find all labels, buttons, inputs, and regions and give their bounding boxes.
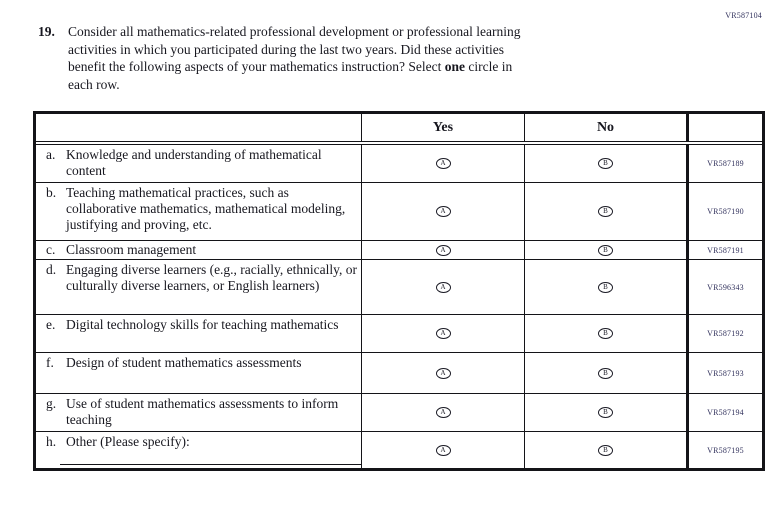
yes-oval-a[interactable]: A: [436, 158, 451, 169]
row-letter: a.: [46, 147, 56, 162]
row-code: VR587194: [686, 394, 762, 431]
row-code: VR596343: [686, 260, 762, 314]
row-code: VR587193: [686, 353, 762, 393]
row-code: VR587195: [686, 432, 762, 468]
header-blank-cell: [36, 114, 361, 141]
yes-option-cell: [361, 145, 524, 182]
specify-write-in-line[interactable]: [60, 464, 361, 465]
no-option-cell: [524, 432, 686, 468]
table-row-f: [36, 352, 762, 393]
table-row-d: [36, 259, 762, 314]
page-code: VR587104: [725, 11, 762, 20]
no-oval-b[interactable]: B: [598, 206, 613, 217]
no-oval-d[interactable]: B: [598, 282, 613, 293]
row-label: Design of student mathematics assessments: [66, 355, 302, 370]
yes-oval-e[interactable]: A: [436, 328, 451, 339]
question-line-2: activities in which you participated during the last two years. Did these activities: [68, 41, 505, 57]
question-number: 19.: [38, 24, 55, 39]
header-yes: Yes: [361, 114, 524, 141]
table-row-a: [36, 145, 762, 182]
row-label: Use of student mathematics assessments to inform teaching: [66, 396, 339, 427]
yes-option-cell: [361, 353, 524, 393]
table-row-c: [36, 240, 762, 259]
no-oval-g[interactable]: B: [598, 407, 613, 418]
row-label: Engaging diverse learners (e.g., racially, ethnically, or culturally diverse learners, or English learners): [66, 262, 358, 293]
yes-option-cell: [361, 394, 524, 431]
response-table: [33, 111, 765, 471]
row-label: Teaching mathematical practices, such as collaborative mathematics, mathematical modeling, justifying and proving, etc.: [66, 185, 346, 232]
yes-oval-c[interactable]: A: [436, 245, 451, 256]
row-label: Digital technology skills for teaching mathematics: [66, 317, 339, 332]
row-letter: h.: [46, 434, 57, 449]
row-letter: e.: [46, 317, 56, 332]
no-oval-f[interactable]: B: [598, 368, 613, 379]
row-label: Classroom management: [66, 242, 197, 257]
row-letter: g.: [46, 396, 57, 411]
table-header-row: [36, 114, 762, 145]
row-code: VR587191: [686, 241, 762, 259]
no-oval-a[interactable]: B: [598, 158, 613, 169]
question-19: [38, 23, 668, 93]
table-row-b: [36, 182, 762, 240]
yes-option-cell: [361, 315, 524, 352]
no-oval-c[interactable]: B: [598, 245, 613, 256]
header-code-cell: [686, 114, 762, 141]
yes-option-cell: [361, 183, 524, 240]
row-label: Other (Please specify):: [66, 434, 190, 449]
no-option-cell: [524, 353, 686, 393]
no-option-cell: [524, 183, 686, 240]
row-code: VR587190: [686, 183, 762, 240]
table-row-h: [36, 431, 762, 468]
yes-oval-f[interactable]: A: [436, 368, 451, 379]
question-line-3: benefit the following aspects of your mathematics instruction? Select one circle in: [68, 59, 513, 74]
no-oval-e[interactable]: B: [598, 328, 613, 339]
yes-option-cell: [361, 241, 524, 259]
table-row-g: [36, 393, 762, 431]
yes-oval-b[interactable]: A: [436, 206, 451, 217]
yes-option-cell: [361, 260, 524, 314]
no-option-cell: [524, 145, 686, 182]
no-option-cell: [524, 241, 686, 259]
bold-one: one: [444, 59, 466, 74]
question-line-4: each row.: [68, 76, 120, 92]
yes-oval-d[interactable]: A: [436, 282, 451, 293]
yes-option-cell: [361, 432, 524, 468]
no-option-cell: [524, 394, 686, 431]
no-option-cell: [524, 260, 686, 314]
row-code: VR587192: [686, 315, 762, 352]
row-label: Knowledge and understanding of mathematical content: [66, 147, 322, 178]
yes-oval-g[interactable]: A: [436, 407, 451, 418]
question-line-1: Consider all mathematics-related professional development or professional learning: [68, 24, 521, 39]
yes-oval-h[interactable]: A: [436, 445, 451, 456]
row-letter: c.: [46, 242, 56, 257]
row-code: VR587189: [686, 145, 762, 182]
row-letter: b.: [46, 185, 57, 200]
no-option-cell: [524, 315, 686, 352]
table-row-e: [36, 314, 762, 352]
no-oval-h[interactable]: B: [598, 445, 613, 456]
row-letter: d.: [46, 262, 57, 277]
header-no: No: [524, 114, 686, 141]
row-letter: f.: [46, 355, 54, 370]
question-text: [68, 23, 668, 93]
